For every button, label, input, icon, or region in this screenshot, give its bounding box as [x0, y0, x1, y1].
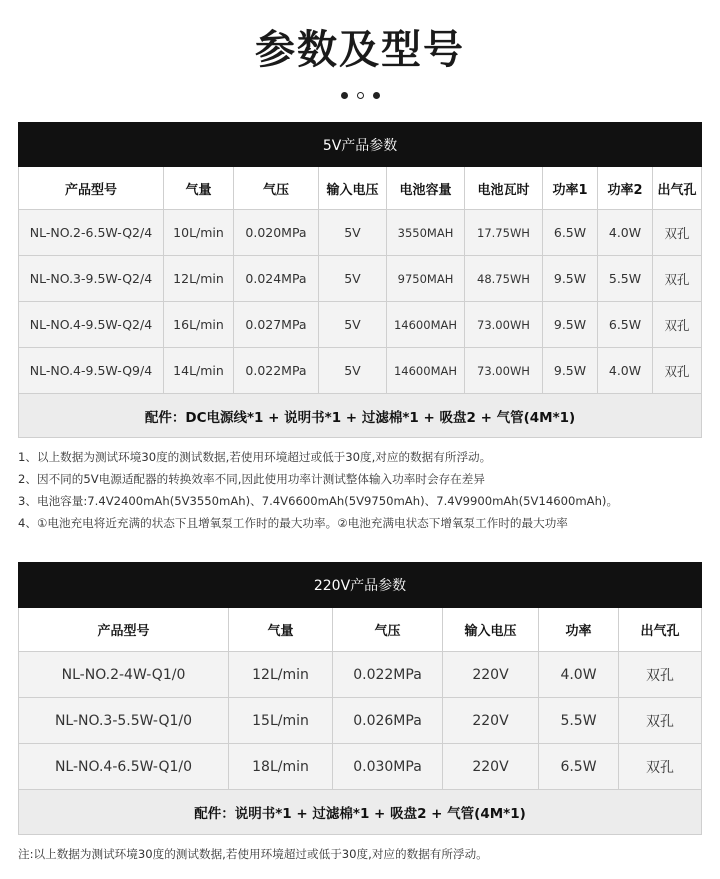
note-item: 4、①电池充电将近充满的状态下且增氧泵工作时的最大功率。②电池充满电状态下增氧泵工作时的最大功率	[18, 516, 568, 530]
cell-power1: 9.5W	[543, 302, 598, 348]
dot-icon	[341, 92, 348, 99]
cell-pressure: 0.022MPa	[234, 348, 319, 394]
cell-pressure: 0.030MPa	[333, 744, 443, 790]
table-220v-params	[18, 562, 702, 835]
cell-battery-capacity: 3550MAH	[387, 210, 465, 256]
cell-battery-capacity: 14600MAH	[387, 348, 465, 394]
column-header: 出气孔	[653, 167, 702, 210]
cell-voltage: 5V	[319, 210, 387, 256]
cell-model: NL-NO.2-6.5W-Q2/4	[19, 210, 164, 256]
cell-pressure: 0.027MPa	[234, 302, 319, 348]
cell-pressure: 0.026MPa	[333, 698, 443, 744]
column-header: 产品型号	[19, 167, 164, 210]
cell-voltage: 220V	[443, 698, 539, 744]
cell-power1: 9.5W	[543, 256, 598, 302]
column-header: 气量	[164, 167, 234, 210]
cell-battery-wh: 17.75WH	[465, 210, 543, 256]
cell-airflow: 16L/min	[164, 302, 234, 348]
cell-power2: 4.0W	[598, 210, 653, 256]
cell-voltage: 5V	[319, 348, 387, 394]
table-row	[19, 210, 702, 256]
cell-outlet: 双孔	[619, 652, 702, 698]
column-header: 电池容量	[387, 167, 465, 210]
cell-model: NL-NO.3-9.5W-Q2/4	[19, 256, 164, 302]
table-5v-params	[18, 122, 702, 438]
note-item: 3、电池容量:7.4V2400mAh(5V3550mAh)、7.4V6600mAh(5V9750mAh)、7.4V9900mAh(5V14600mAh)。	[18, 494, 619, 508]
column-header: 气压	[333, 608, 443, 652]
column-header: 输入电压	[443, 608, 539, 652]
cell-pressure: 0.020MPa	[234, 210, 319, 256]
column-header: 产品型号	[19, 608, 229, 652]
dot-hollow-icon	[357, 92, 364, 99]
page-title: 参数及型号	[255, 27, 465, 73]
column-header: 功率	[539, 608, 619, 652]
cell-battery-capacity: 9750MAH	[387, 256, 465, 302]
cell-voltage: 220V	[443, 744, 539, 790]
column-header: 输入电压	[319, 167, 387, 210]
table-row	[19, 744, 702, 790]
table-row	[19, 698, 702, 744]
note-item: 1、以上数据为测试环境30度的测试数据,若使用环境超过或低于30度,对应的数据有所浮动。	[18, 450, 492, 464]
cell-power2: 6.5W	[598, 302, 653, 348]
dot-icon	[373, 92, 380, 99]
cell-battery-capacity: 14600MAH	[387, 302, 465, 348]
cell-outlet: 双孔	[619, 698, 702, 744]
accessories-220v: 配件：说明书*1 + 过滤棉*1 + 吸盘2 + 气管(4M*1)	[19, 790, 702, 835]
cell-pressure: 0.024MPa	[234, 256, 319, 302]
cell-model: NL-NO.4-9.5W-Q9/4	[19, 348, 164, 394]
column-header: 出气孔	[619, 608, 702, 652]
cell-voltage: 5V	[319, 302, 387, 348]
cell-battery-wh: 73.00WH	[465, 348, 543, 394]
cell-battery-wh: 48.75WH	[465, 256, 543, 302]
cell-model: NL-NO.4-9.5W-Q2/4	[19, 302, 164, 348]
cell-power2: 4.0W	[598, 348, 653, 394]
cell-airflow: 12L/min	[164, 256, 234, 302]
cell-outlet: 双孔	[653, 256, 702, 302]
notes-list	[18, 446, 708, 534]
cell-power1: 6.5W	[543, 210, 598, 256]
cell-model: NL-NO.3-5.5W-Q1/0	[19, 698, 229, 744]
decorative-dots	[0, 92, 720, 99]
column-header: 气压	[234, 167, 319, 210]
cell-airflow: 10L/min	[164, 210, 234, 256]
cell-power2: 5.5W	[598, 256, 653, 302]
cell-outlet: 双孔	[653, 210, 702, 256]
cell-power: 5.5W	[539, 698, 619, 744]
column-header: 电池瓦时	[465, 167, 543, 210]
cell-airflow: 15L/min	[229, 698, 333, 744]
table-row	[19, 652, 702, 698]
footnote: 注:以上数据为测试环境30度的测试数据,若使用环境超过或低于30度,对应的数据有所浮动。	[18, 847, 488, 861]
column-header: 功率2	[598, 167, 653, 210]
cell-power: 6.5W	[539, 744, 619, 790]
column-header: 气量	[229, 608, 333, 652]
cell-airflow: 14L/min	[164, 348, 234, 394]
cell-model: NL-NO.2-4W-Q1/0	[19, 652, 229, 698]
cell-outlet: 双孔	[653, 348, 702, 394]
cell-voltage: 5V	[319, 256, 387, 302]
cell-airflow: 12L/min	[229, 652, 333, 698]
cell-voltage: 220V	[443, 652, 539, 698]
cell-airflow: 18L/min	[229, 744, 333, 790]
cell-pressure: 0.022MPa	[333, 652, 443, 698]
column-header: 功率1	[543, 167, 598, 210]
cell-outlet: 双孔	[619, 744, 702, 790]
table-5v-title: 5V产品参数	[19, 123, 702, 167]
cell-outlet: 双孔	[653, 302, 702, 348]
cell-model: NL-NO.4-6.5W-Q1/0	[19, 744, 229, 790]
accessories-5v: 配件：DC电源线*1 + 说明书*1 + 过滤棉*1 + 吸盘2 + 气管(4M*1)	[19, 394, 702, 438]
table-row	[19, 256, 702, 302]
table-row	[19, 348, 702, 394]
cell-battery-wh: 73.00WH	[465, 302, 543, 348]
note-item: 2、因不同的5V电源适配器的转换效率不同,因此使用功率计测试整体输入功率时会存在差异	[18, 472, 485, 486]
cell-power: 4.0W	[539, 652, 619, 698]
table-row	[19, 302, 702, 348]
cell-power1: 9.5W	[543, 348, 598, 394]
table-220v-title: 220V产品参数	[19, 563, 702, 608]
